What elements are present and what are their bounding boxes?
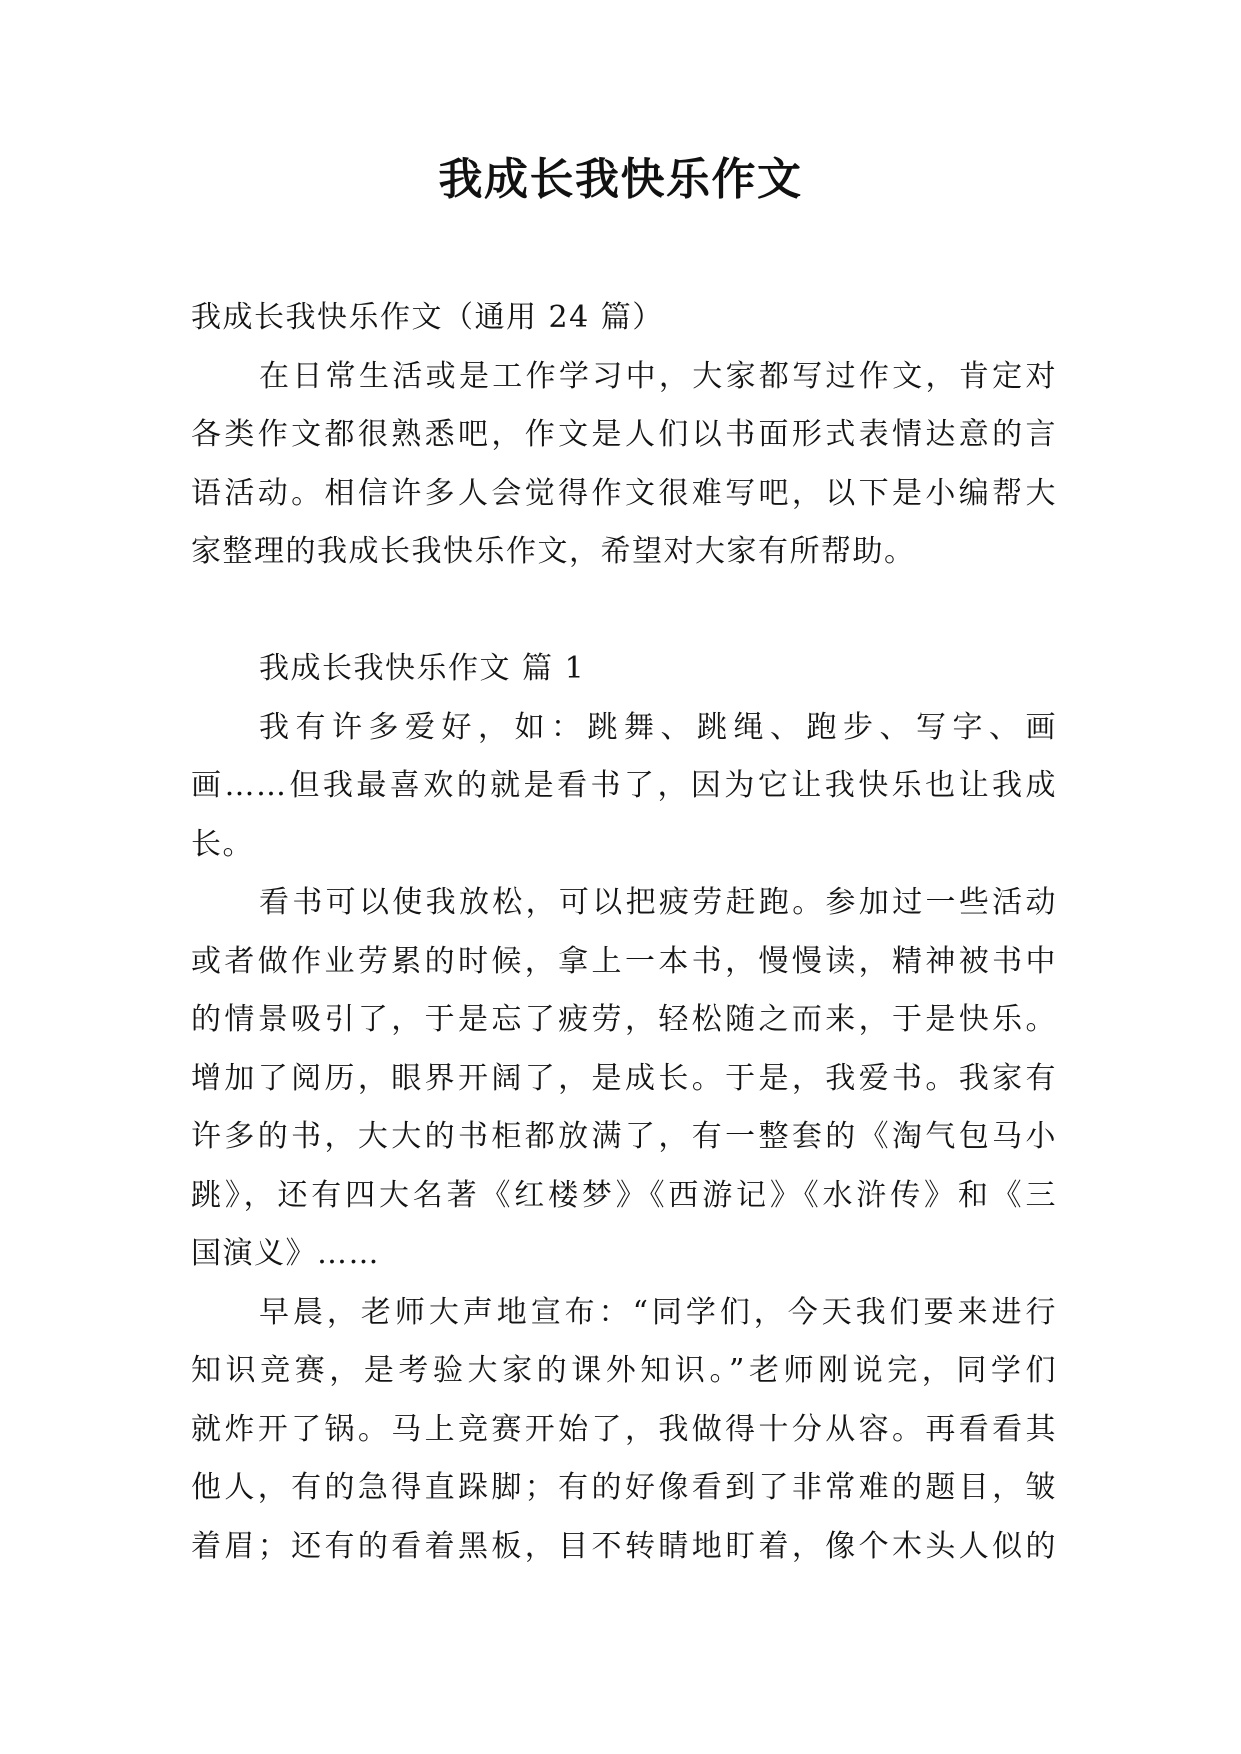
paragraph-line: 看书可以使我放松，可以把疲劳赶跑。参加过一些活动 (259, 885, 1057, 920)
paragraph-line: 国演义》…… (191, 1236, 380, 1271)
paragraph-line: 就炸开了锅。马上竞赛开始了，我做得十分从容。再看看其 (191, 1411, 1057, 1447)
paragraph-line: 他人，有的急得直跺脚；有的好像看到了非常难的题目，皱 (191, 1470, 1057, 1505)
paragraph-line: 跳》，还有四大名著《红楼梦》《西游记》《水浒传》和《三 (191, 1177, 1057, 1213)
article-heading: 我成长我快乐作文 篇 1 (259, 651, 586, 686)
paragraph-line: 许多的书，大大的书柜都放满了，有一整套的《淘气包马小 (191, 1119, 1057, 1154)
paragraph-line: 在日常生活或是工作学习中，大家都写过作文，肯定对 (259, 358, 1057, 394)
paragraph-line: 知识竞赛，是考验大家的课外知识。”老师刚说完，同学们 (191, 1353, 1057, 1388)
paragraph-line: 的情景吸引了，于是忘了疲劳，轻松随之而来，于是快乐。 (191, 1002, 1057, 1037)
paragraph-line: 画……但我最喜欢的就是看书了，因为它让我快乐也让我成 (191, 768, 1057, 803)
paragraph-line: 着眉；还有的看着黑板，目不转睛地盯着，像个木头人似的 (191, 1528, 1057, 1564)
intro-paragraph (191, 348, 1057, 582)
paragraph-line: 我有许多爱好，如：跳舞、跳绳、跑步、写字、画 (259, 709, 1057, 745)
paragraph-line: 各类作文都很熟悉吧，作文是人们以书面形式表情达意的言 (191, 417, 1057, 452)
paragraph-line: 早晨，老师大声地宣布：“同学们，今天我们要来进行 (259, 1294, 1057, 1330)
article-paragraph (191, 1284, 1057, 1577)
article-paragraph (191, 874, 1057, 1284)
document-body (191, 289, 1057, 1576)
article-paragraph (191, 699, 1057, 875)
collection-heading: 我成长我快乐作文（通用 24 篇） (191, 300, 664, 335)
paragraph-line: 语活动。相信许多人会觉得作文很难写吧，以下是小编帮大 (191, 475, 1057, 511)
paragraph-line: 长。 (191, 826, 254, 862)
paragraph-line: 家整理的我成长我快乐作文，希望对大家有所帮助。 (191, 534, 916, 569)
paragraph-line: 或者做作业劳累的时候，拿上一本书，慢慢读，精神被书中 (191, 943, 1057, 979)
paragraph-line: 增加了阅历，眼界开阔了，是成长。于是，我爱书。我家有 (191, 1060, 1057, 1096)
blank-line (191, 582, 1057, 641)
document-title: 我成长我快乐作文 (438, 154, 803, 205)
